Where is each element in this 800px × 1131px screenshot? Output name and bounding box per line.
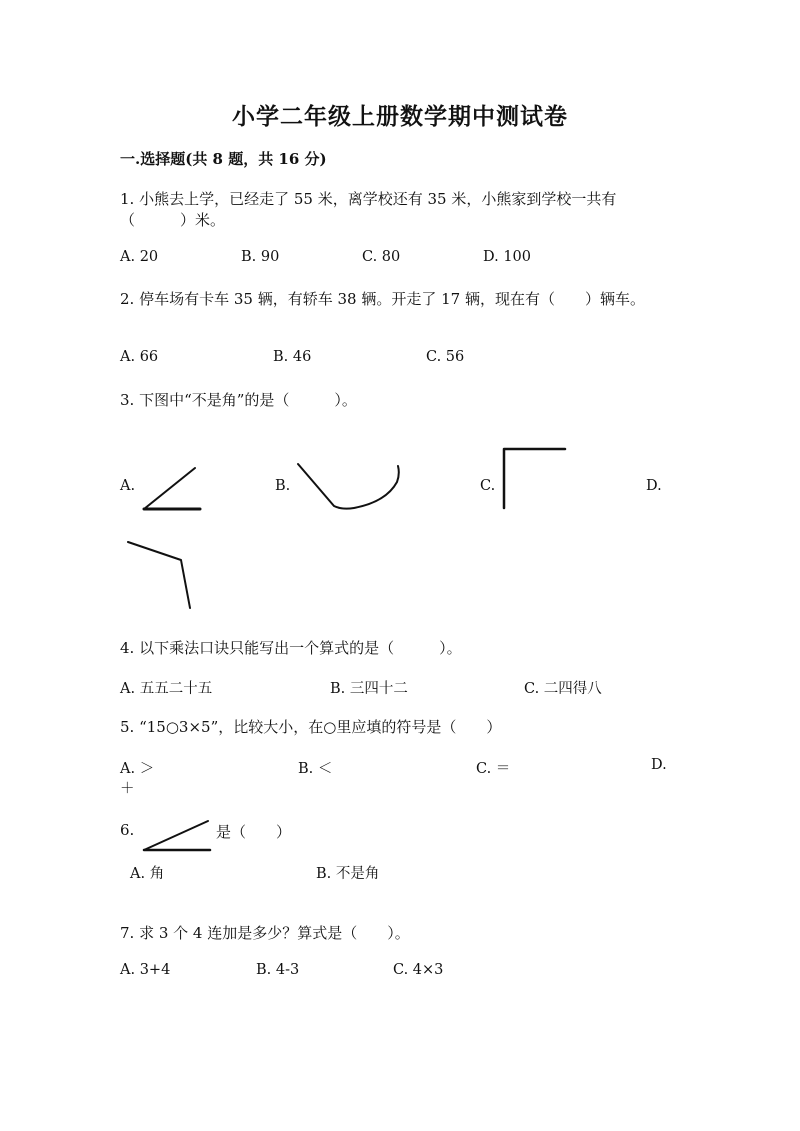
question-4-text: 4. 以下乘法口诀只能写出一个算式的是（ ）。 [120, 639, 462, 657]
question-1-text: 1. 小熊去上学，已经走了 55 米，离学校还有 35 米，小熊家到学校一共有 [120, 190, 617, 208]
q7-option-c: C. 4×3 [393, 962, 444, 978]
q4-option-c: C. 二四得八 [524, 681, 602, 697]
q5-option-b: B. ＜ [298, 761, 333, 777]
question-6-number: 6. [120, 821, 135, 839]
q1-option-a: A. 20 [120, 249, 159, 265]
q3-option-c: C. [480, 478, 496, 494]
question-5-text: 5. “15○3×5”，比较大小，在○里应填的符号是（ ） [120, 718, 502, 736]
q6-option-a: A. 角 [130, 866, 165, 882]
q5-option-c: C. ＝ [476, 761, 511, 777]
q2-option-a: A. 66 [120, 349, 159, 365]
q2-option-b: B. 46 [273, 349, 312, 365]
q1-option-d: D. 100 [483, 249, 532, 265]
section-heading: 一.选择题(共 8 题，共 16 分) [120, 150, 327, 168]
question-3-text: 3. 下图中“不是角”的是（ ）。 [120, 391, 357, 409]
q3-option-b: B. [275, 478, 291, 494]
q5-option-a: A. ＞ [120, 761, 155, 777]
question-2-text: 2. 停车场有卡车 35 辆，有轿车 38 辆。开走了 17 辆，现在有（ ）辆车。 [120, 290, 645, 308]
q6-figure-angle [140, 817, 214, 855]
q5-option-d-symbol: ＋ [120, 781, 135, 797]
question-6-text: 是（ ） [216, 823, 292, 841]
q4-option-b: B. 三四十二 [330, 681, 408, 697]
q4-option-a: A. 五五二十五 [120, 681, 213, 697]
q7-option-a: A. 3+4 [120, 962, 171, 978]
page-title: 小学二年级上册数学期中测试卷 [232, 103, 568, 130]
q3-figure-d-angle [124, 538, 194, 612]
q5-option-d: D. [651, 757, 667, 773]
q3-option-a: A. [120, 478, 136, 494]
q6-option-b: B. 不是角 [316, 866, 380, 882]
question-1-text-cont: （ ）米。 [120, 211, 226, 229]
q3-figure-a-angle [140, 462, 202, 514]
q1-option-c: C. 80 [362, 249, 401, 265]
q7-option-b: B. 4-3 [256, 962, 300, 978]
question-7-text: 7. 求 3 个 4 连加是多少？算式是（ ）。 [120, 924, 410, 942]
q3-figure-b-curve [294, 460, 404, 516]
q2-option-c: C. 56 [426, 349, 465, 365]
q3-option-d: D. [646, 478, 662, 494]
q3-figure-c-right-angle [500, 446, 570, 512]
q1-option-b: B. 90 [241, 249, 280, 265]
